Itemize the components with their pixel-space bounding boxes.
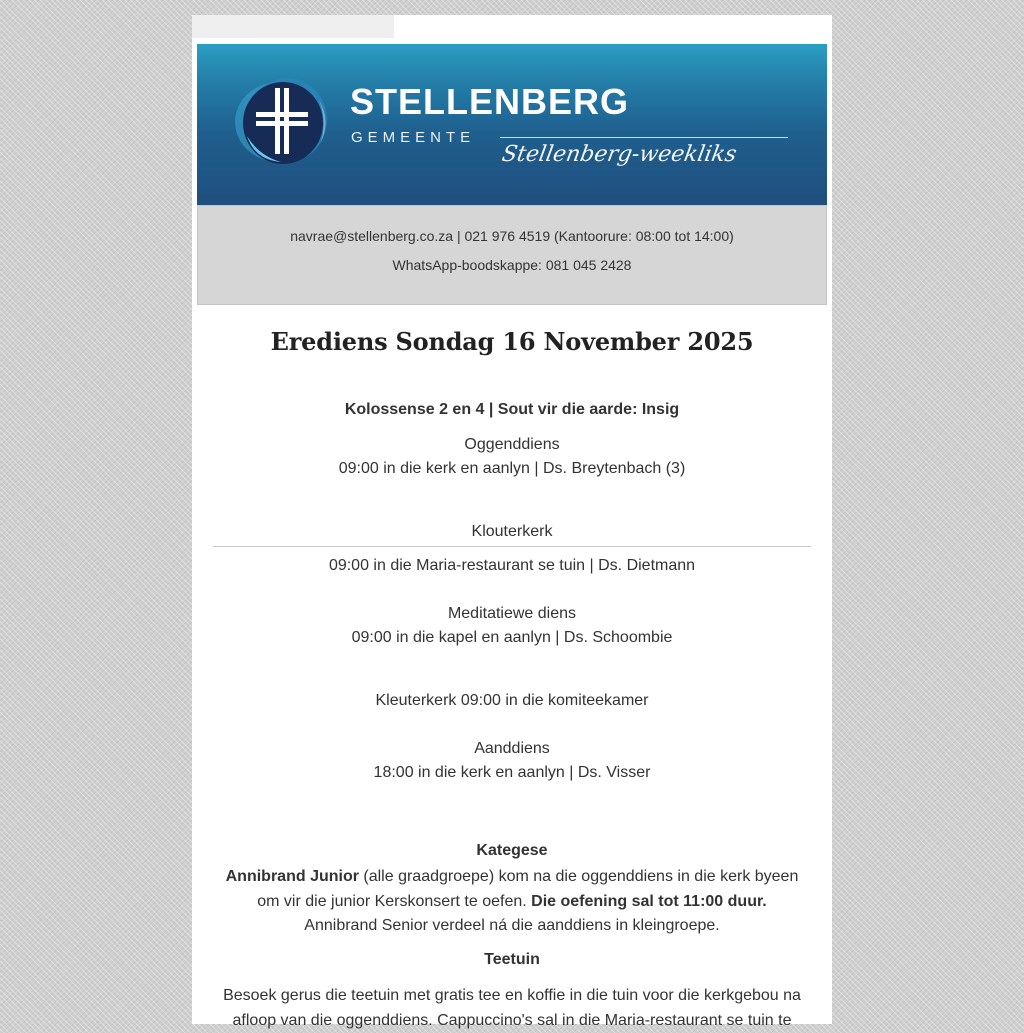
service-detail-oggenddiens: 09:00 in die kerk en aanlyn | Ds. Breytenbach (3) — [338, 460, 686, 477]
cross-logo-icon — [235, 76, 331, 168]
kategese-junior-paragraph — [220, 864, 804, 914]
contact-box — [197, 205, 827, 305]
service-name-meditatiewe: Meditatiewe diens — [447, 605, 577, 622]
teetuin-paragraph: Besoek gerus die teetuin met gratis tee en koffie in die tuin voor die kerkgebou na afloop van die oggenddiens. Cappuccino's sal in die Maria-restaurant se tuin te — [223, 987, 801, 1029]
sermon-theme: Kolossense 2 en 4 | Sout vir die aarde: Insig — [344, 401, 680, 418]
page-title: Erediens Sondag 16 November 2025 — [270, 327, 754, 356]
service-detail-meditatiewe: 09:00 in die kapel en aanlyn | Ds. Schoombie — [351, 629, 673, 646]
brand-script-title: Stellenberg-weekliks — [499, 142, 739, 167]
junior-text: (alle graadgroepe) kom na die oggenddiens in die kerk byeen om vir die junior Kerskonsert te oefen. — [257, 868, 799, 910]
contact-email-phone: navrae@stellenberg.co.za | 021 976 4519 (Kantoorure: 08:00 tot 14:00) — [290, 228, 734, 244]
service-name-aanddiens: Aanddiens — [474, 740, 550, 757]
contact-whatsapp: WhatsApp-boodskappe: 081 045 2428 — [392, 257, 632, 273]
brand-divider — [500, 137, 788, 138]
preheader-bar — [192, 15, 394, 38]
section-divider — [213, 546, 811, 547]
brand-subtitle: GEMEENTE — [351, 129, 476, 146]
service-name-oggenddiens: Oggenddiens — [464, 436, 560, 453]
service-detail-aanddiens: 18:00 in die kerk en aanlyn | Ds. Visser — [373, 764, 651, 781]
service-name-kleuterkerk: Kleuterkerk 09:00 in die komiteekamer — [375, 692, 649, 709]
header-banner — [197, 44, 827, 205]
kategese-heading: Kategese — [476, 842, 548, 859]
service-name-klouterkerk: Klouterkerk — [471, 523, 553, 540]
junior-rehearsal-note: Die oefening sal tot 11:00 duur. — [531, 893, 767, 910]
kategese-senior-text: Annibrand Senior verdeel ná die aanddiens in kleingroepe. — [304, 917, 720, 934]
junior-name: Annibrand Junior — [225, 868, 359, 885]
teetuin-heading: Teetuin — [484, 951, 540, 968]
service-detail-klouterkerk: 09:00 in die Maria-restaurant se tuin | Ds. Dietmann — [328, 557, 696, 574]
newsletter-page — [192, 15, 832, 1029]
brand-title: STELLENBERG — [350, 81, 630, 122]
